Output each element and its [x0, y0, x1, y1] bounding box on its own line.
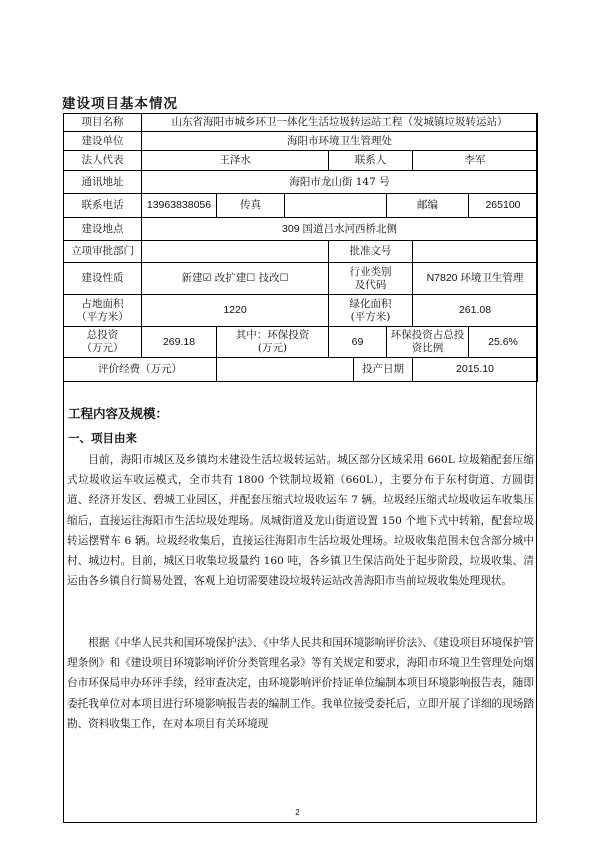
legal-rep-label: 法人代表: [64, 151, 142, 171]
phone-value: 13963838056: [142, 194, 217, 218]
row-fee-date: [64, 358, 538, 382]
industry-label-line-2: 及代码: [354, 278, 387, 291]
env-investment-label-line-1: 其中：环保投资: [235, 329, 310, 341]
address-value: 海阳市龙山街 147 号: [142, 171, 538, 194]
page-number: 2: [295, 808, 300, 817]
location-label: 建设地点: [64, 218, 142, 241]
land-area-label-line-2: （平方米）: [76, 310, 129, 323]
paragraph-legal-basis: 根据《中华人民共和国环境保护法》、《中华人民共和国环境影响评价法》、《建设项目环境保护管理条例》和《建设项目环境影响评价分类管理名录》等有关规定和要求，海阳市环境卫生管理处向烟台市环保局申办环评手续，经审查决定，由环境影响评价持证单位编制本项目环境影响报告表，随即委托我单位对本项目进行环境影响报告表的编制工作。我单位接受委托后，立即开展了详细的现场踏勘、资料收集工作，在对本项目有关环境现: [67, 637, 534, 730]
evaluation-fee-value: [217, 358, 354, 382]
green-area-label-line-2: (平方米): [350, 310, 391, 323]
contact-label: 联系人: [329, 151, 413, 171]
production-date-label: 投产日期: [354, 358, 413, 382]
project-info-table: [63, 113, 538, 382]
row-location: [64, 218, 538, 241]
land-area-label: [64, 295, 142, 327]
land-area-value: 1220: [142, 295, 329, 327]
evaluation-fee-label: 评价经费（万元）: [64, 358, 217, 382]
green-area-value: 261.08: [413, 295, 538, 327]
project-name-value: 山东省海阳市城乡环卫一体化生活垃圾转运站工程（发城镇垃圾转运站）: [142, 114, 538, 132]
env-ratio-label-line-1: 环保投资占总投: [390, 329, 465, 341]
contact-value: 李军: [413, 151, 538, 171]
expansion-checkbox[interactable]: ☐: [246, 273, 256, 284]
row-investment: [64, 327, 538, 358]
project-content-heading: 工程内容及规模：: [68, 406, 169, 421]
row-address: [64, 171, 538, 194]
phone-label: 联系电话: [64, 194, 142, 218]
section-title: 建设项目基本情况: [62, 96, 178, 112]
env-investment-value: 69: [329, 327, 387, 358]
tech-upgrade-label: 技改: [258, 272, 280, 284]
postcode-label: 邮编: [387, 194, 469, 218]
industry-value: N7820 环境卫生管理: [413, 263, 538, 295]
new-build-checkbox[interactable]: ☑: [202, 273, 212, 284]
row-approval: [64, 241, 538, 263]
location-value: 309 国道吕水河西桥北侧: [142, 218, 538, 241]
paragraph-origin: 目前，海阳市城区及乡镇均未建设生活垃圾转运站。城区部分区域采用 660L 垃圾箱配套压缩式垃圾收运车收运模式，全市共有 1800 个铁制垃圾箱（660L），主要分布于东村街道、方圆街道、经济开发区、碧城工业园区，并配套压缩式垃圾收运车 7 辆。垃圾经压缩式垃圾收运车收集压缩后，直接运往海阳市生活垃圾处理场。凤城街道及龙山街道设置 150 个地下式中转箱，配套垃圾转运摆臂车 6 辆。垃圾经收集后，直接运往海阳市生活垃圾处理场。垃圾收集范围未包含部分城中村、城边村。目前，城区日收集垃圾量约 160 吨，各乡镇卫生保洁尚处于起步阶段，垃圾收集、清运由各乡镇自行简易处置，客观上迫切需要建设垃圾转运站改善海阳市当前垃圾收集处理现状。: [67, 454, 534, 588]
nature-options: [142, 263, 329, 295]
approval-no-label: 批准文号: [329, 241, 413, 263]
total-investment-label: [64, 327, 142, 358]
project-origin-heading: 一、项目由来: [68, 431, 137, 445]
builder-value: 海阳市环境卫生管理处: [142, 132, 538, 151]
tech-upgrade-checkbox[interactable]: ☐: [279, 273, 289, 284]
production-date-value: 2015.10: [413, 358, 538, 382]
env-investment-label: [217, 327, 329, 358]
row-builder: [64, 132, 538, 151]
row-project-name: [64, 114, 538, 132]
green-area-label-line-1: 绿化面积: [349, 297, 392, 310]
fax-label: 传真: [217, 194, 285, 218]
row-area: [64, 295, 538, 327]
nature-label: 建设性质: [64, 263, 142, 295]
env-ratio-value: 25.6%: [469, 327, 538, 358]
total-investment-label-line-1: 总投资: [86, 329, 119, 341]
approval-dept-value: [142, 241, 329, 263]
env-ratio-label-line-2: 资比例: [411, 342, 444, 354]
row-legal-rep: [64, 151, 538, 171]
land-area-label-line-1: 占地面积: [81, 297, 124, 310]
industry-label: [329, 263, 413, 295]
row-nature: [64, 263, 538, 295]
total-investment-value: 269.18: [142, 327, 217, 358]
legal-rep-value: 王泽水: [142, 151, 329, 171]
industry-label-line-1: 行业类别: [349, 265, 392, 278]
address-label: 通讯地址: [64, 171, 142, 194]
project-name-label: 项目名称: [64, 114, 142, 132]
env-ratio-label: [387, 327, 469, 358]
approval-no-value: [413, 241, 538, 263]
row-phone: [64, 194, 538, 218]
total-investment-label-line-2: （万元）: [81, 342, 124, 354]
expansion-label: 改扩建: [214, 272, 247, 284]
env-investment-label-line-2: (万元): [257, 342, 288, 354]
new-build-label: 新建: [181, 272, 203, 284]
postcode-value: 265100: [469, 194, 538, 218]
approval-dept-label: 立项审批部门: [64, 241, 142, 263]
fax-value: [285, 194, 387, 218]
builder-label: 建设单位: [64, 132, 142, 151]
green-area-label: [329, 295, 413, 327]
